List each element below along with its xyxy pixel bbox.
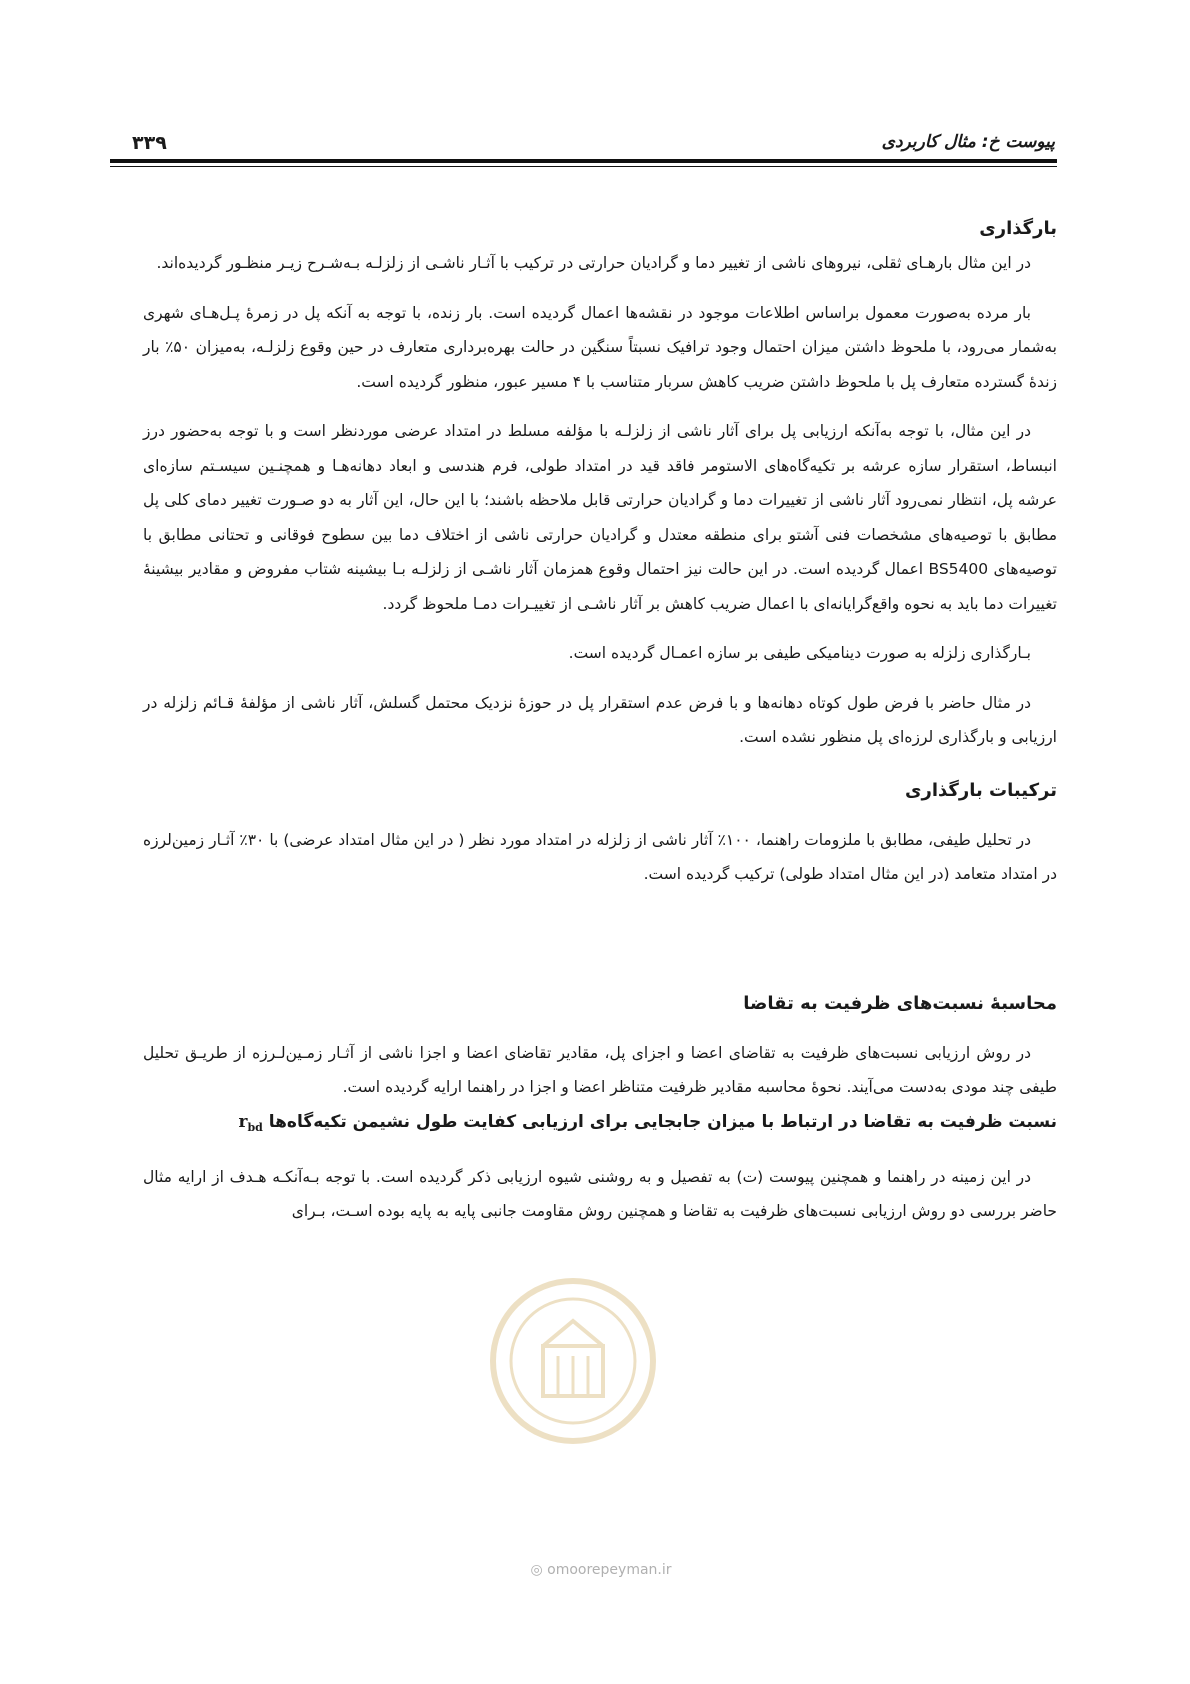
symbol-subscript-bd: bd bbox=[247, 1120, 263, 1134]
paragraph-loading-2: بار مرده به‌صورت معمول براساس اطلاعات موجود در نقشه‌ها اعمال گردیده است. بار زنده، با توجه به آنکه پل در زمرۀ پـل‌هـای شهری به‌شمار می‌رود، با ملحوظ داشتن میزان احتمال وجود ترافیک نسبتاً سنگین در حالت بهره‌برداری متعارف در حین وقوع زلزلـه، به‌میزان ۵۰٪ بار زندۀ گسترده متعارف پل با ملحوظ داشتن ضریب کاهش سربار متناسب با ۴ مسیر عبور، منظور گردیده است. bbox=[143, 303, 1057, 391]
paragraph-loading-5: در مثال حاضر با فرض طول کوتاه دهانه‌ها و با فرض عدم استقرار پل در حوزۀ نزدیک محتمل گسلش، آثار ناشی از مؤلفۀ قـائم زلزله در ارزیابی و بارگذاری لرزه‌ای پل منظور نشده است. bbox=[143, 693, 1057, 746]
paragraph-loading-1: در این مثال بارهـای ثقلی، نیروهای ناشی از تغییر دما و گرادیان حرارتی در ترکیب با آثـار ناشـی از زلزلـه بـه‌شـرح زیـر منظـور گردیده‌اند. bbox=[156, 254, 1031, 272]
header-rule-thin bbox=[110, 166, 1057, 167]
footer-site-text: omoorepeyman.ir bbox=[547, 1562, 672, 1578]
subsection-heading-text: نسبت ظرفیت به تقاضا در ارتباط با میزان جابجایی برای ارزیابی کفایت طول نشیمن تکیه‌گاه‌ها bbox=[268, 1111, 1057, 1132]
paragraph-ratio-2: در این زمینه در راهنما و همچنین پیوست (ت) به تفصیل و به روشنی شیوه ارزیابی ذکر گردیده است. با توجه بـه‌آنکـه هـدف از ارایه مثال حاضر بررسی دو روش ارزیابی نسبت‌های ظرفیت به تقاضا و همچنین روش مقاومت جانبی پایه به پایه بوده اسـت، بـرای bbox=[143, 1167, 1057, 1220]
section-heading-combinations: ترکیبات بارگذاری bbox=[904, 779, 1057, 801]
footer-site-mark bbox=[506, 1562, 696, 1578]
paragraph-combinations-1: در تحلیل طیفی، مطابق با ملزومات راهنما، ۱۰۰٪ آثار ناشی از زلزله در امتداد مورد نظر ( در این مثال امتداد عرضی) با ۳۰٪ آثـار زمین‌لرزه در امتداد متعامد (در این مثال امتداد طولی) ترکیب گردیده است. bbox=[143, 830, 1057, 883]
paragraph-loading-3: در این مثال، با توجه به‌آنکه ارزیابی پل برای آثار ناشی از زلزلـه با مؤلفه مسلط در امتداد عرضی موردنظر است و با توجه به‌حضور درز انبساط، استقرار سازه عرشه بر تکیه‌گاه‌های الاستومر فاقد قید در امتداد طولی، فرم هندسی و ابعاد دهانه‌هـا و همچنـین سیسـتم سازه‌ای عرشه پل، انتظار نمی‌رود آثار ناشی از تغییرات دما و گرادیان حرارتی قابل ملاحظه باشند؛ با این حال، این آثار به دو صـورت تغییر دمای کلی پل مطابق با توصیه‌های مشخصات فنی آشتو برای منطقه معتدل و گرادیان حرارتی ناشی از اختلاف دما بین سطوح فوقانی و تحتانی مطابق با توصیه‌های BS5400 اعمال گردیده است. در این حالت نیز احتمال وقوع همزمان آثار ناشـی از زلزلـه بـا بیشینه شتاب مفروض و مقادیر بیشینۀ تغییرات دما باید به نحوه واقع‌گرایانه‌ای با اعمال ضریب کاهش بر آثار ناشـی از تغییـرات دمـا ملحوظ گردد. bbox=[143, 422, 1057, 613]
section-heading-loading: بارگذاری bbox=[979, 218, 1057, 239]
footer-site-icon: ◎ bbox=[530, 1562, 543, 1578]
header-rule-thick bbox=[110, 159, 1057, 163]
symbol-r-bd bbox=[238, 1112, 262, 1132]
section-heading-capacity-ratio: محاسبۀ نسبت‌های ظرفیت به تقاضا bbox=[743, 992, 1057, 1014]
page-header bbox=[110, 128, 1055, 158]
running-title: پیوست خ: مثال کاربردی bbox=[881, 132, 1055, 152]
paragraph-loading-4: بـارگذاری زلزله به صورت دینامیکی طیفی بر سازه اعمـال گردیده است. bbox=[568, 644, 1031, 662]
subsection-heading-displacement-ratio bbox=[143, 1105, 1057, 1145]
symbol-r: r bbox=[238, 1111, 248, 1132]
watermark-emblem bbox=[488, 1276, 658, 1446]
main-content bbox=[143, 212, 1057, 1229]
page-number: ۳۳۹ bbox=[132, 132, 167, 154]
paragraph-ratio-1: در روش ارزیابی نسبت‌های ظرفیت به تقاضای اعضا و اجزای پل، مقادیر تقاضای اعضا و اجزا ناشی از آثـار زمـین‌لـرزه از طریـق تحلیل طیفی چند مودی به‌دست می‌آیند. نحوۀ محاسبه مقادیر ظرفیت متناظر اعضا و اجزا در راهنما ارایه گردیده است. bbox=[143, 1043, 1057, 1096]
